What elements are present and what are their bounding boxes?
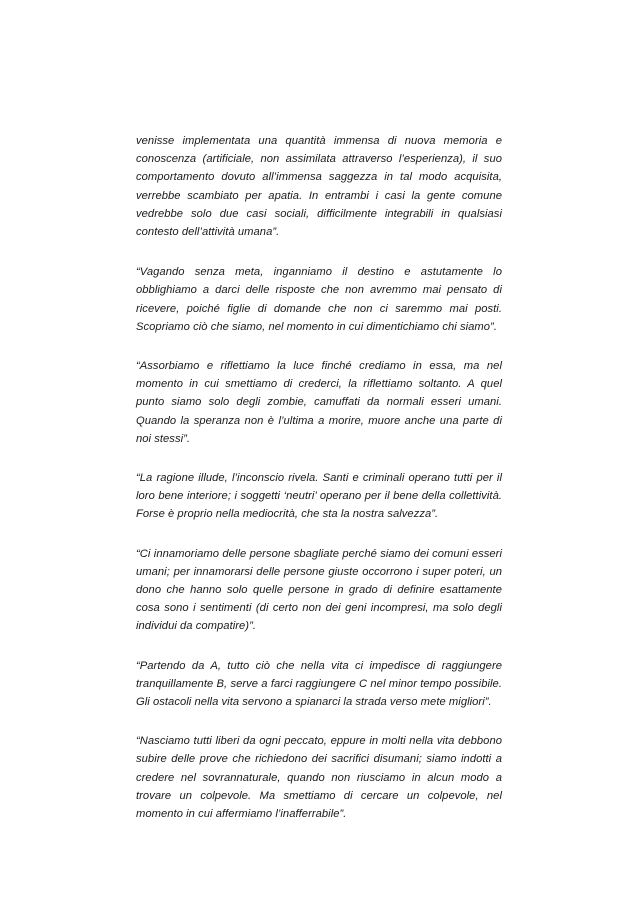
paragraph-4: “La ragione illude, l’inconscio rivela. Santi e criminali operano tutti per il loro bene interiore; i soggetti ‘neutri’ operano per il bene della collettività. Forse è proprio nella mediocrità, che sta la nostra salvezza”.	[136, 472, 502, 521]
paragraph-5: “Ci innamoriamo delle persone sbagliate perché siamo dei comuni esseri umani; per innamorarsi delle persone giuste occorrono i super poteri, un dono che hanno solo quelle persone in grado di definire esattamente cosa sono i sentimenti (di certo non dei geni incompresi, ma solo degli individui da compatire)”.	[136, 547, 502, 633]
paragraph-6: “Partendo da A, tutto ciò che nella vita ci impedisce di raggiungere tranquillamente B, serve a farci raggiungere C nel minor tempo possibile. Gli ostacoli nella vita servono a spianarci la strada verso mete migliori”.	[136, 659, 502, 709]
paragraph-1: venisse implementata una quantità immensa di nuova memoria e conoscenza (artificiale, non assimilata attraverso l’esperienza), il suo comportamento dovuto all’immensa saggezza in tal modo acquisita, verrebbe scambiato per apatia. In entrambi i casi la gente comune vedrebbe solo due casi sociali, difficilmente integrabili in qualsiasi contesto dell’attività umana”.	[136, 135, 502, 239]
paragraph-3: “Assorbiamo e riflettiamo la luce finché crediamo in essa, ma nel momento in cui smettiamo di crederci, la riflettiamo soltanto. A quel punto siamo solo degli zombie, camuffati da normali esseri umani. Quando la speranza non è l’ultima a morire, muore anche una parte di noi stessi”.	[136, 360, 502, 445]
paragraph-7: “Nasciamo tutti liberi da ogni peccato, eppure in molti nella vita debbono subire delle prove che richiedono dei sacrifici disumani; siamo indotti a credere nel sovrannaturale, quando non riusciamo in alcun modo a trovare un colpevole. Ma smettiamo di cercare un colpevole, nel momento in cui affermiamo l’inafferrabile”.	[136, 735, 502, 821]
paragraph-2: “Vagando senza meta, inganniamo il destino e astutamente lo obblighiamo a darci delle risposte che non avremmo mai pensato di ricevere, poiché figlie di domande che non ci saremmo mai posti. Scopriamo ciò che siamo, nel momento in cui dimentichiamo chi siamo”.	[136, 266, 502, 333]
page-content	[136, 132, 502, 844]
